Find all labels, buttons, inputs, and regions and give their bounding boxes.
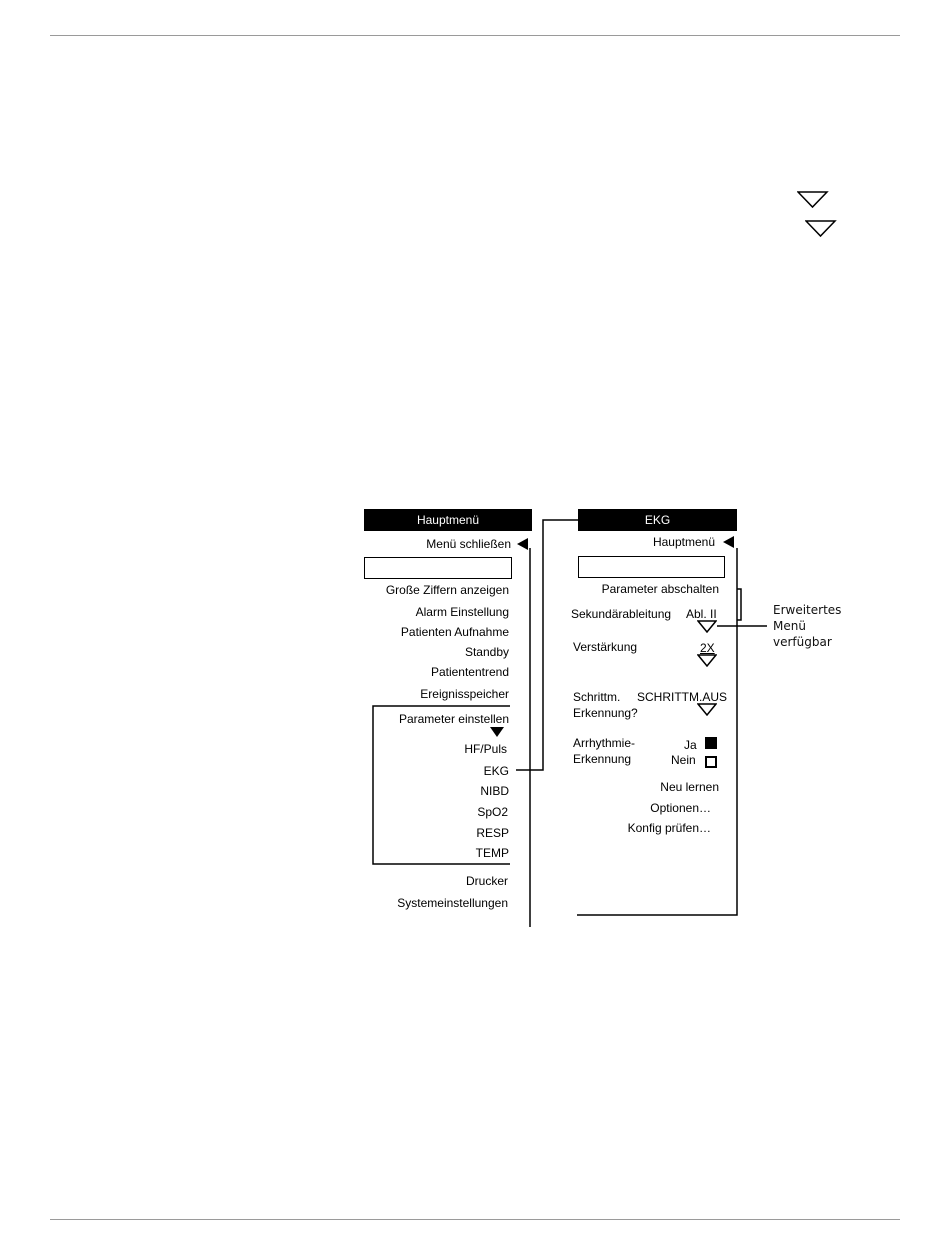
menu-item-alarm-settings[interactable]: Alarm Einstellung [415, 605, 509, 619]
param-item-ekg[interactable]: EKG [483, 764, 509, 778]
arrhythmia-yes-label: Ja [684, 738, 697, 752]
gain-label: Verstärkung [573, 640, 638, 654]
options-item[interactable]: Optionen… [650, 801, 711, 815]
back-to-main-menu-item[interactable]: Hauptmenü [652, 535, 715, 549]
arrhythmia-label-line1: Arrhythmie- [573, 736, 636, 750]
arrhythmia-yes-checkbox[interactable] [705, 737, 717, 749]
param-item-hr-pulse[interactable]: HF/Puls [464, 742, 507, 756]
param-item-resp[interactable]: RESP [476, 826, 509, 840]
ekg-selection-field[interactable] [578, 556, 725, 578]
main-menu-title: Hauptmenü [364, 509, 532, 531]
arrhythmia-no-label: Nein [671, 753, 696, 767]
secondary-lead-label: Sekundärableitung [571, 607, 672, 621]
param-item-spo2[interactable]: SpO2 [477, 805, 508, 819]
ekg-menu-title: EKG [578, 509, 737, 531]
relearn-item[interactable]: Neu lernen [660, 780, 719, 794]
menu-item-patient-admission[interactable]: Patienten Aufnahme [400, 625, 509, 639]
pacer-label-line1: Schrittm. [573, 690, 621, 704]
submenu-arrow-icon [722, 535, 736, 549]
pacer-label-line2: Erkennung? [573, 706, 638, 720]
dropdown-triangle-icon[interactable] [697, 703, 717, 716]
menu-item-system-settings[interactable]: Systemeinstellungen [397, 896, 508, 910]
param-item-temp[interactable]: TEMP [475, 846, 509, 860]
menu-item-parameter-settings[interactable]: Parameter einstellen [398, 712, 509, 726]
turn-off-parameter-item[interactable]: Parameter abschalten [601, 582, 719, 596]
pacer-value[interactable]: SCHRITTM.AUS [637, 690, 727, 704]
callout-line1: Erweitertes [773, 603, 842, 617]
gain-value[interactable]: 2X [700, 641, 715, 655]
menu-item-large-numbers[interactable]: Große Ziffern anzeigen [385, 583, 509, 597]
callout-line3: verfügbar [773, 635, 832, 649]
menu-item-patient-trend[interactable]: Patiententrend [430, 665, 509, 679]
check-config-item[interactable]: Konfig prüfen… [627, 821, 711, 835]
callout-line2: Menü [773, 619, 806, 633]
submenu-arrow-icon [516, 537, 530, 551]
param-item-nibp[interactable]: NIBD [480, 784, 509, 798]
close-menu-item[interactable]: Menü schließen [426, 537, 511, 551]
secondary-lead-value[interactable]: Abl. II [686, 607, 717, 621]
dropdown-triangle-icon[interactable] [697, 654, 717, 667]
menu-item-standby[interactable]: Standby [464, 645, 509, 659]
menu-selection-field[interactable] [364, 557, 512, 579]
menu-item-event-memory[interactable]: Ereignisspeicher [420, 687, 509, 701]
menu-item-printer[interactable]: Drucker [465, 874, 508, 888]
arrhythmia-no-checkbox[interactable] [705, 756, 717, 768]
dropdown-triangle-icon[interactable] [697, 620, 717, 633]
expanded-triangle-icon [489, 726, 505, 738]
arrhythmia-label-line2: Erkennung [573, 752, 632, 766]
